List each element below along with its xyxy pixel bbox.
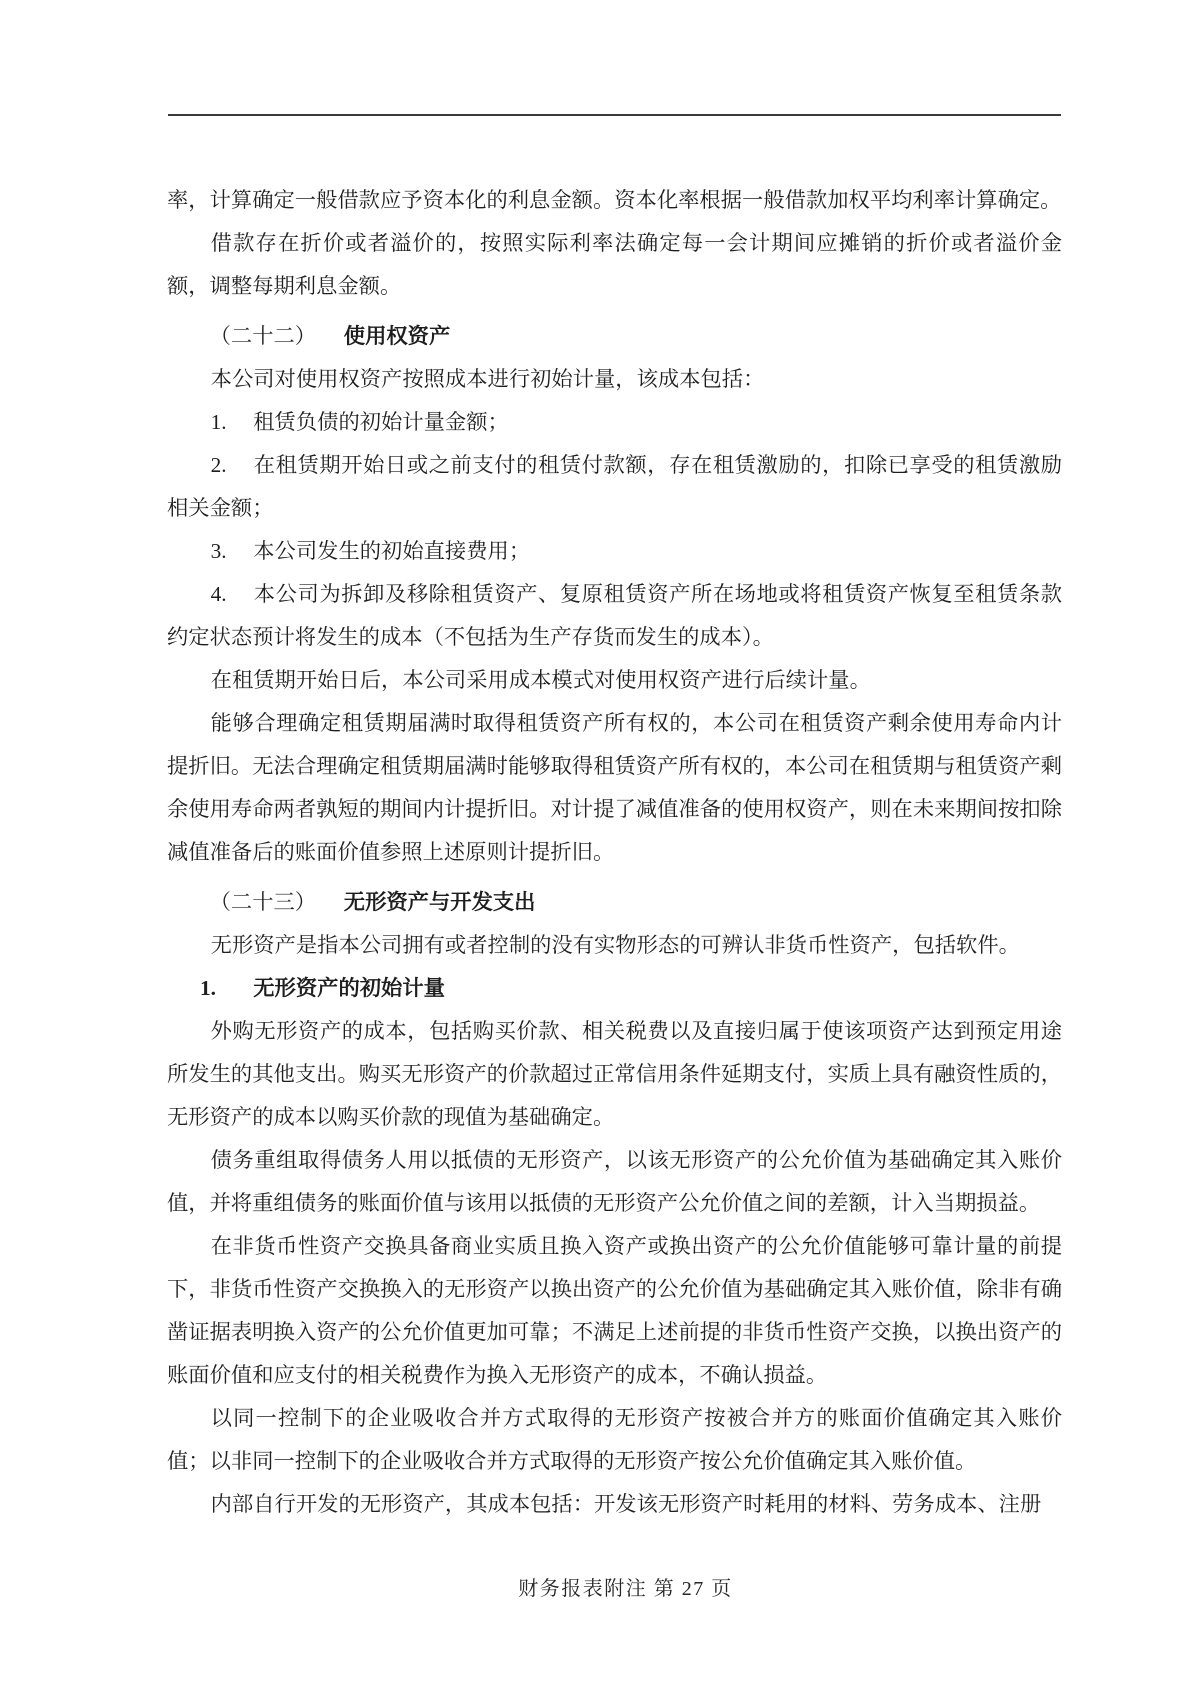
- subsection-number: 1.: [200, 976, 216, 1000]
- paragraph-self-developed: 内部自行开发的无形资产，其成本包括：开发该无形资产时耗用的材料、劳务成本、注册: [210, 1492, 1042, 1516]
- paragraph-nonmonetary-exchange: 在非货币性资产交换具备商业实质且换入资产或换出资产的公允价值能够可靠计量的前提下，非货币性资产交换换入的无形资产以换出资产的公允价值为基础确定其入账价值，除非有确凿证据表明换入资产的公允价值更加可靠；不满足上述前提的非货币性资产交换，以换出资产的账面价值和应支付的相关税费作为换入无形资产的成本，不确认损益。: [167, 1234, 1062, 1387]
- list-item-number: 1.: [210, 410, 227, 434]
- subsection-heading-initial-measurement: [167, 967, 1062, 1010]
- list-item: [167, 444, 1062, 530]
- paragraph-purchased-intangible: 外购无形资产的成本，包括购买价款、相关税费以及直接归属于使该项资产达到预定用途所发生的其他支出。购买无形资产的价款超过正常信用条件延期支付，实质上具有融资性质的，无形资产的成本以购买价款的现值为基础确定。: [167, 1019, 1062, 1129]
- list-item-number: 2.: [210, 453, 227, 477]
- paragraph-debt-restructuring: 债务重组取得债务人用以抵债的无形资产，以该无形资产的公允价值为基础确定其入账价值，并将重组债务的账面价值与该用以抵债的无形资产公允价值之间的差额，计入当期损益。: [167, 1148, 1062, 1215]
- paragraph-merger-acquired: 以同一控制下的企业吸收合并方式取得的无形资产按被合并方的账面价值确定其入账价值；以非同一控制下的企业吸收合并方式取得的无形资产按公允价值确定其入账价值。: [167, 1406, 1062, 1473]
- list-item: [167, 401, 1062, 444]
- section-heading-22: [167, 315, 1062, 358]
- list-item-number: 4.: [210, 582, 227, 606]
- paragraph-rou-initial: 本公司对使用权资产按照成本进行初始计量，该成本包括：: [210, 367, 765, 391]
- paragraph-intangible-definition: 无形资产是指本公司拥有或者控制的没有实物形态的可辨认非货币性资产，包括软件。: [210, 933, 1020, 957]
- list-item: [167, 530, 1062, 573]
- list-item-text: 本公司发生的初始直接费用；: [253, 539, 531, 563]
- list-item-text: 本公司为拆卸及移除租赁资产、复原租赁资产所在场地或将租赁资产恢复至租赁条款约定状态预计将发生的成本（不包括为生产存货而发生的成本）。: [167, 582, 1062, 649]
- list-item-text: 租赁负债的初始计量金额；: [253, 410, 509, 434]
- paragraph-borrowing-discount: 借款存在折价或者溢价的，按照实际利率法确定每一会计期间应摊销的折价或者溢价金额，调整每期利息金额。: [167, 231, 1062, 298]
- header-rule: [168, 114, 1061, 116]
- paragraph-rou-subsequent: 在租赁期开始日后，本公司采用成本模式对使用权资产进行后续计量。: [210, 668, 871, 692]
- list-item-text: 在租赁期开始日或之前支付的租赁付款额，存在租赁激励的，扣除已享受的租赁激励相关金额；: [167, 453, 1062, 520]
- section-title: 无形资产与开发支出: [343, 890, 536, 914]
- list-item: [167, 573, 1062, 659]
- section-number: （二十三）: [209, 890, 317, 914]
- list-item-number: 3.: [210, 539, 227, 563]
- section-title: 使用权资产: [343, 324, 451, 348]
- paragraph-intro-continuation: 率，计算确定一般借款应予资本化的利息金额。资本化率根据一般借款加权平均利率计算确定。: [167, 188, 1062, 212]
- section-heading-23: [167, 881, 1062, 924]
- subsection-title: 无形资产的初始计量: [253, 976, 445, 1000]
- section-number: （二十二）: [209, 324, 317, 348]
- paragraph-rou-depreciation: 能够合理确定租赁期届满时取得租赁资产所有权的，本公司在租赁资产剩余使用寿命内计提折旧。无法合理确定租赁期届满时能够取得租赁资产所有权的，本公司在租赁期与租赁资产剩余使用寿命两者孰短的期间内计提折旧。对计提了减值准备的使用权资产，则在未来期间按扣除减值准备后的账面价值参照上述原则计提折旧。: [167, 711, 1062, 864]
- page-footer: 财务报表附注 第 27 页: [518, 1578, 733, 1600]
- document-body: [167, 179, 1062, 1526]
